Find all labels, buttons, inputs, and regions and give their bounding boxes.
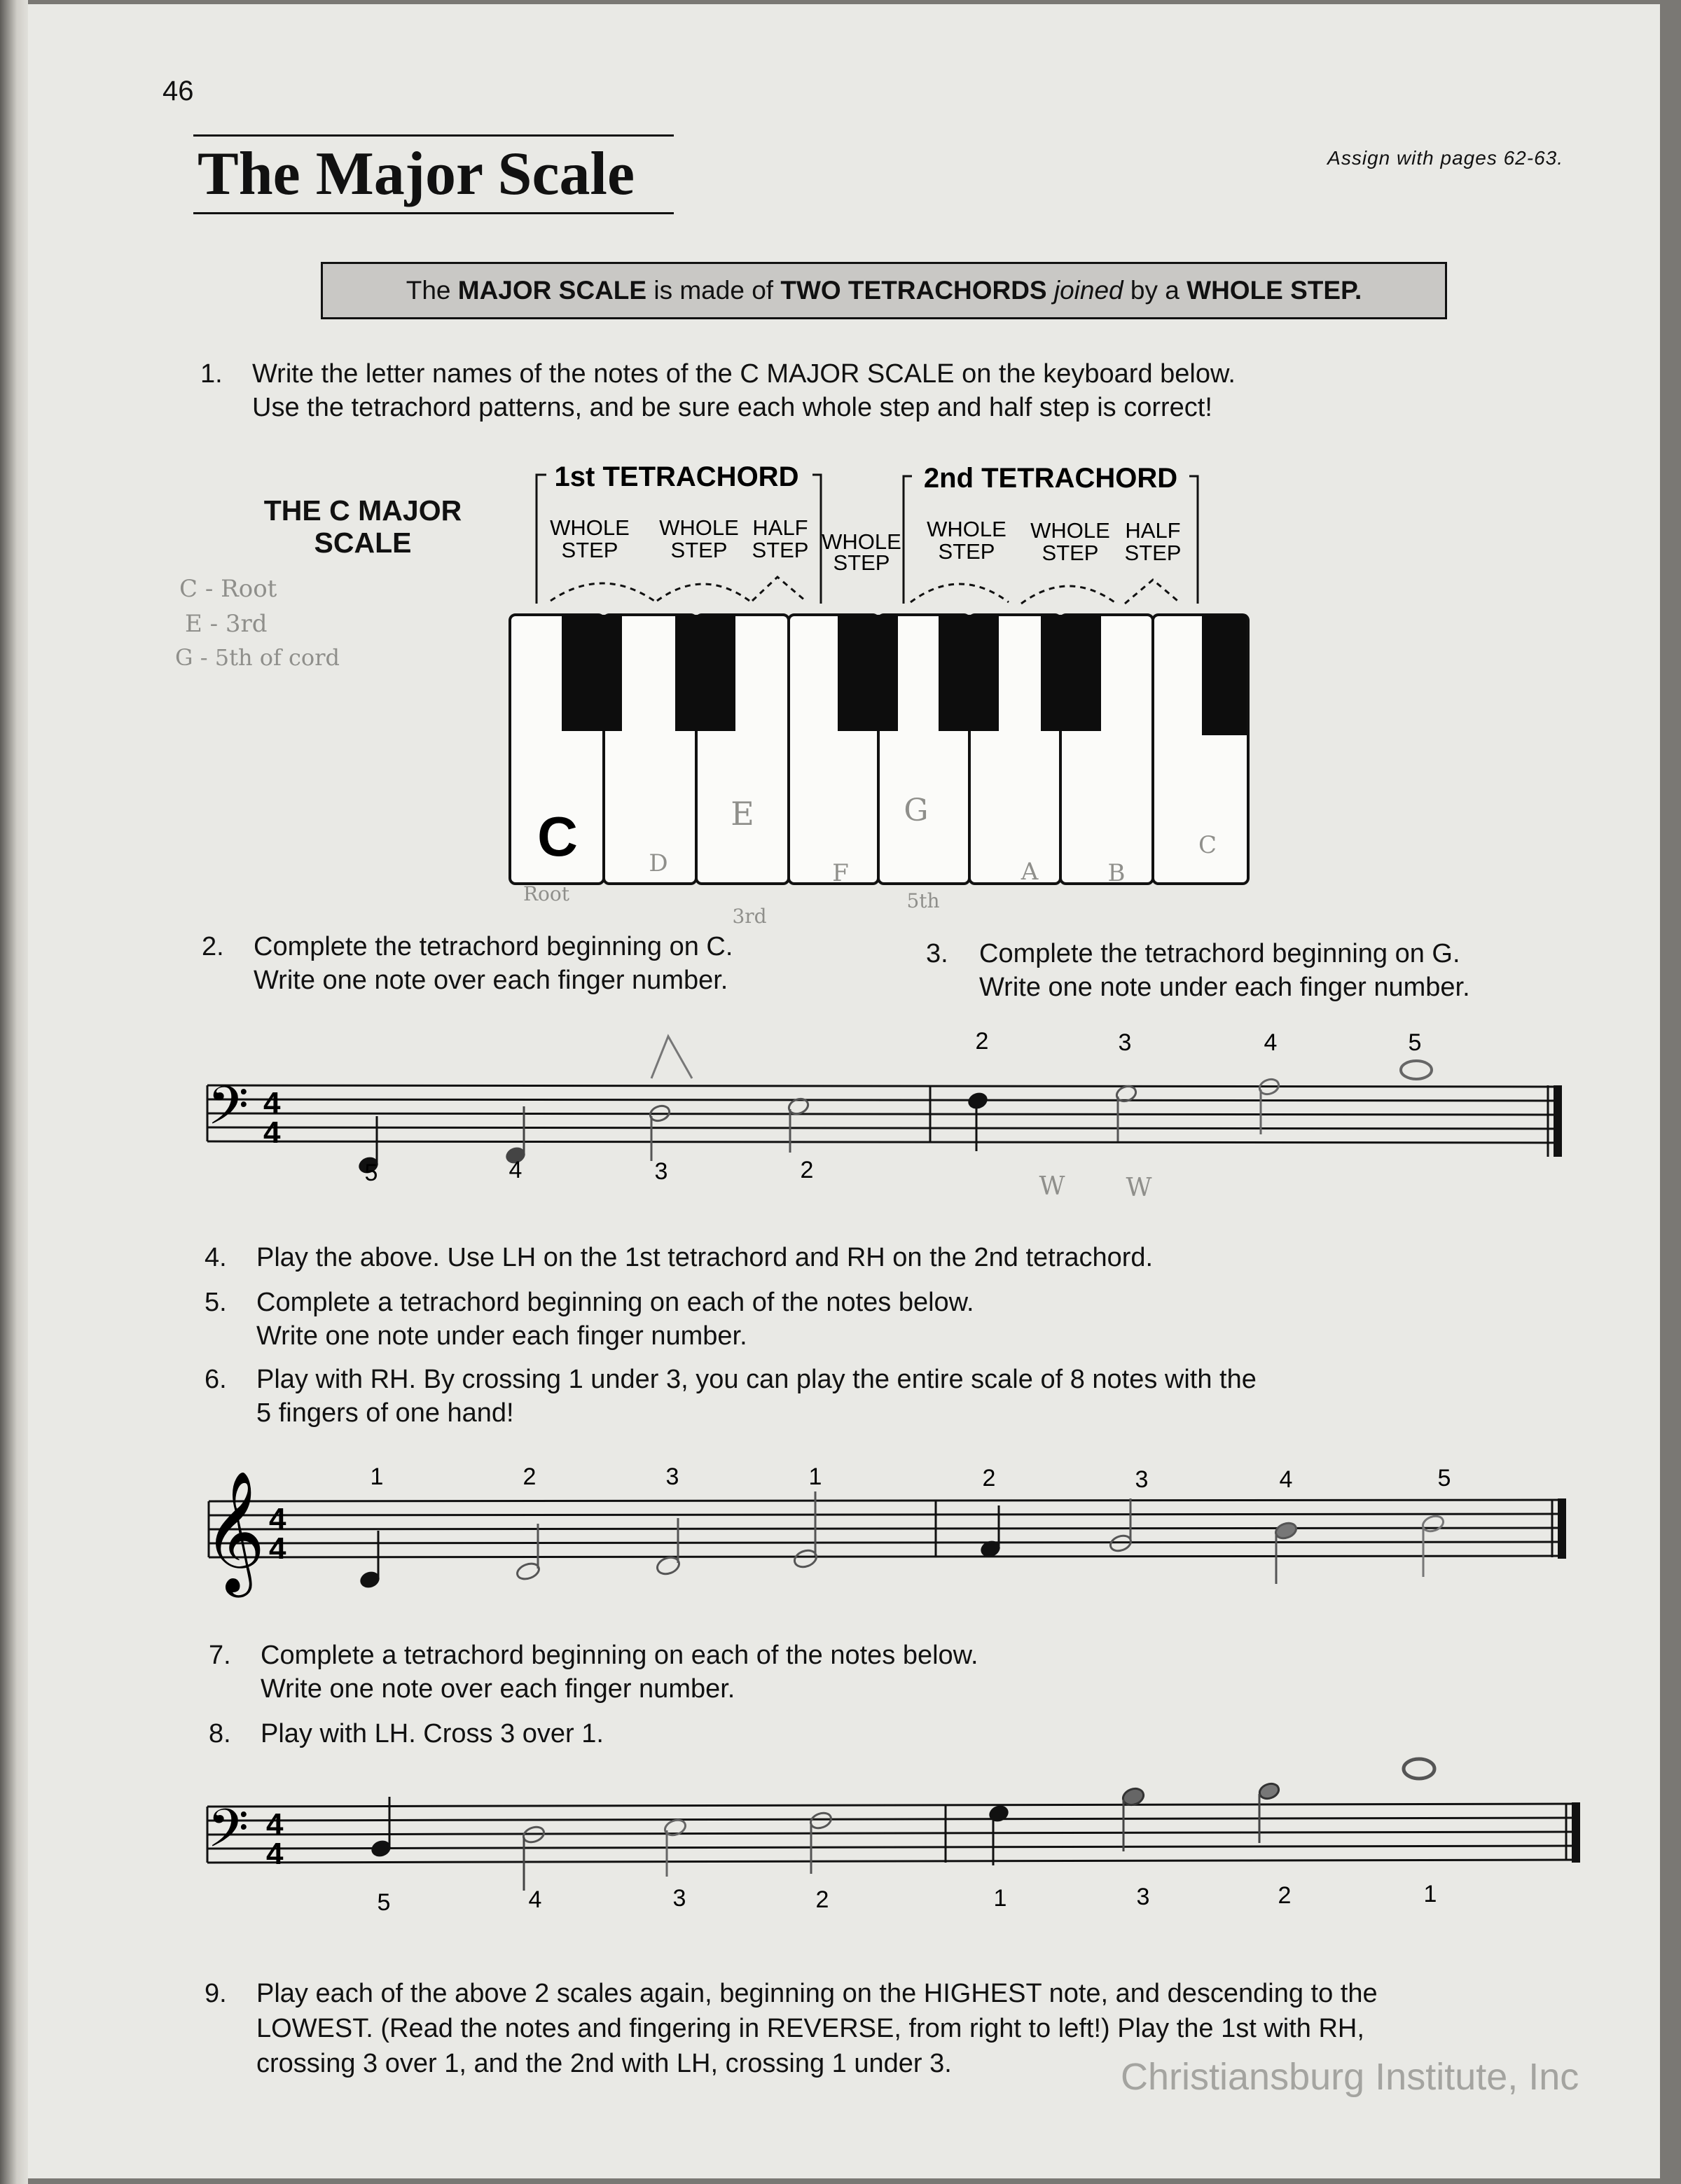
step-label: STEP [1124, 541, 1182, 565]
time-signature-bottom: 4 [263, 1115, 281, 1150]
note-b [1257, 1781, 1280, 1801]
question-line: Play the above. Use LH on the 1st tetrachord and RH on the 2nd tetrachord. [256, 1243, 1154, 1272]
question-line: Complete the tetrachord beginning on G. [979, 939, 1460, 968]
note-g [966, 1090, 990, 1111]
banner-major-scale: MAJOR SCALE [457, 276, 647, 305]
question-number: 2. [202, 932, 224, 961]
question-line: Play with LH. Cross 3 over 1. [261, 1719, 604, 1748]
time-signature-top: 4 [269, 1502, 286, 1536]
step-label: HALF [752, 515, 808, 540]
tetrachord-1-label: 1st TETRACHORD [554, 461, 799, 492]
question-line: Complete a tetrachord beginning on each of the notes below. [256, 1288, 974, 1317]
note-f [808, 1810, 833, 1830]
notes [358, 1491, 1445, 1590]
key-label-c: C [537, 805, 578, 868]
black-key [675, 615, 735, 731]
scale-title-line: SCALE [314, 527, 412, 559]
step-label: STEP [670, 538, 728, 562]
margin-note: E - 3rd [185, 610, 268, 638]
treble-clef-icon: 𝄞 [203, 1470, 265, 1592]
time-signature-bottom: 4 [269, 1531, 286, 1566]
step-label: STEP [561, 538, 618, 562]
banner-joined: joined [1053, 276, 1123, 305]
banner-text: is made of [646, 276, 781, 305]
step-label: STEP [938, 539, 995, 564]
finger-number: 3 [1136, 1884, 1150, 1910]
question-number: 4. [205, 1243, 227, 1272]
time-signature-top: 4 [263, 1086, 281, 1120]
handwritten-key-label: F [832, 859, 849, 887]
banner-text: The [406, 276, 458, 305]
final-barline [1558, 1498, 1566, 1559]
question-line: Write one note over each finger number. [254, 966, 728, 995]
banner-text: by a [1123, 276, 1187, 305]
bass-clef-icon: 𝄢 [207, 1075, 249, 1150]
margin-note: C - Root [179, 575, 277, 603]
below-key-note: 5th [906, 889, 940, 912]
finger-number: 4 [528, 1886, 542, 1913]
tetrachord-2-label: 2nd TETRACHORD [923, 463, 1178, 494]
margin-note: G - 5th of cord [175, 644, 340, 671]
final-barline [1554, 1085, 1562, 1157]
step-label: STEP [752, 538, 809, 562]
below-key-note: 3rd [732, 905, 767, 928]
handwritten-step-mark: W [1126, 1174, 1152, 1202]
finger-number: 5 [1408, 1029, 1422, 1056]
note-g [987, 1803, 1011, 1824]
step-label: HALF [1125, 518, 1181, 543]
pencil-mark [651, 1036, 692, 1078]
staff-2 [203, 1463, 1566, 1598]
step-label: WHOLE [927, 517, 1006, 541]
staff-1 [207, 1028, 1562, 1202]
handwritten-key-label: G [904, 793, 929, 828]
note-c-high [1404, 1759, 1434, 1779]
step-label: STEP [1042, 541, 1099, 565]
finger-number: 2 [982, 1465, 996, 1491]
question-number: 9. [205, 1979, 227, 2008]
finger-number: 3 [1118, 1029, 1132, 1056]
question-number: 3. [926, 939, 948, 968]
finger-number: 4 [509, 1157, 523, 1183]
black-key [939, 615, 999, 731]
black-key [1202, 615, 1247, 735]
handwritten-key-label: A [1021, 858, 1039, 886]
finger-number: 3 [672, 1885, 686, 1912]
step-label: STEP [833, 550, 890, 575]
banner-whole-step: WHOLE STEP. [1187, 276, 1362, 305]
staff-lines [209, 1500, 1566, 1557]
notes [369, 1759, 1434, 1891]
finger-number: 1 [808, 1463, 822, 1490]
step-label: WHOLE [1030, 518, 1110, 543]
handwritten-key-label: C [1198, 831, 1217, 859]
black-key [562, 615, 622, 731]
finger-number: 2 [523, 1463, 537, 1490]
finger-number: 5 [1437, 1465, 1451, 1491]
handwritten-key-label: B [1107, 859, 1126, 887]
note-c-high [1401, 1061, 1432, 1079]
question-line: 5 fingers of one hand! [256, 1398, 514, 1428]
handwritten-step-mark: W [1039, 1172, 1065, 1201]
step-label: WHOLE [822, 529, 901, 554]
finger-number: 2 [800, 1157, 814, 1183]
question-number: 6. [205, 1365, 227, 1394]
handwritten-key-label: E [731, 795, 754, 833]
time-signature-top: 4 [266, 1807, 284, 1842]
question-line: Complete a tetrachord beginning on each of the notes below. [261, 1641, 978, 1670]
question-line: LOWEST. (Read the notes and fingering in REVERSE, from right to left!) Play the 1st with RH, [256, 2014, 1364, 2043]
finger-number: 4 [1264, 1029, 1278, 1056]
finger-number: 5 [364, 1160, 378, 1186]
page-number: 46 [162, 76, 194, 106]
question-line: crossing 3 over 1, and the 2nd with LH, crossing 1 under 3. [256, 2049, 952, 2078]
staff-lines [207, 1804, 1580, 1863]
question-line: Play each of the above 2 scales again, beginning on the HIGHEST note, and descending to the [256, 1979, 1378, 2008]
time-signature-bottom: 4 [266, 1837, 284, 1871]
handwritten-key-label: D [649, 849, 668, 877]
staff-3 [207, 1759, 1580, 1916]
notes [357, 1036, 1432, 1176]
staff-lines [207, 1085, 1562, 1157]
note-c-high [1420, 1513, 1445, 1533]
finger-number: 1 [370, 1463, 384, 1490]
question-number: 5. [205, 1288, 227, 1317]
scale-title-line: THE C MAJOR [263, 494, 462, 527]
question-number: 8. [209, 1719, 231, 1748]
banner-two-tetrachords: TWO TETRACHORDS [780, 276, 1047, 305]
page-title: The Major Scale [198, 140, 635, 208]
finger-number: 1 [1423, 1881, 1437, 1907]
finger-number: 4 [1279, 1466, 1293, 1493]
finger-number: 2 [1278, 1882, 1292, 1909]
black-key [838, 615, 898, 731]
below-key-note: Root [523, 882, 570, 905]
question-line: Write one note over each finger number. [261, 1674, 735, 1704]
question-line: Write one note under each finger number. [979, 973, 1470, 1002]
question-line: Write one note under each finger number. [256, 1321, 747, 1351]
finger-number: 2 [815, 1886, 829, 1913]
final-barline [1572, 1802, 1580, 1863]
assign-note: Assign with pages 62-63. [1327, 147, 1563, 169]
finger-number: 5 [377, 1889, 391, 1916]
note-b [1273, 1520, 1298, 1540]
finger-number: 3 [1135, 1466, 1149, 1493]
finger-number: 3 [654, 1158, 668, 1185]
question-line: Play with RH. By crossing 1 under 3, you can play the entire scale of 8 notes with the [256, 1365, 1257, 1394]
finger-number: 3 [665, 1463, 679, 1490]
step-label: WHOLE [550, 515, 630, 540]
finger-number: 1 [993, 1885, 1007, 1912]
question-line: Use the tetrachord patterns, and be sure each whole step and half step is correct! [252, 393, 1212, 422]
piano-keyboard [510, 615, 1248, 928]
question-number: 7. [209, 1641, 231, 1670]
step-label: WHOLE [659, 515, 739, 540]
step-arcs [551, 577, 1181, 604]
watermark: Christiansburg Institute, Inc [1121, 2056, 1579, 2098]
question-line: Complete the tetrachord beginning on C. [254, 932, 733, 961]
question-number: 1. [200, 359, 223, 389]
black-key [1041, 615, 1101, 731]
finger-number: 2 [975, 1028, 989, 1055]
question-line: Write the letter names of the notes of the C MAJOR SCALE on the keyboard below. [252, 359, 1236, 389]
bass-clef-icon: 𝄢 [207, 1797, 249, 1872]
